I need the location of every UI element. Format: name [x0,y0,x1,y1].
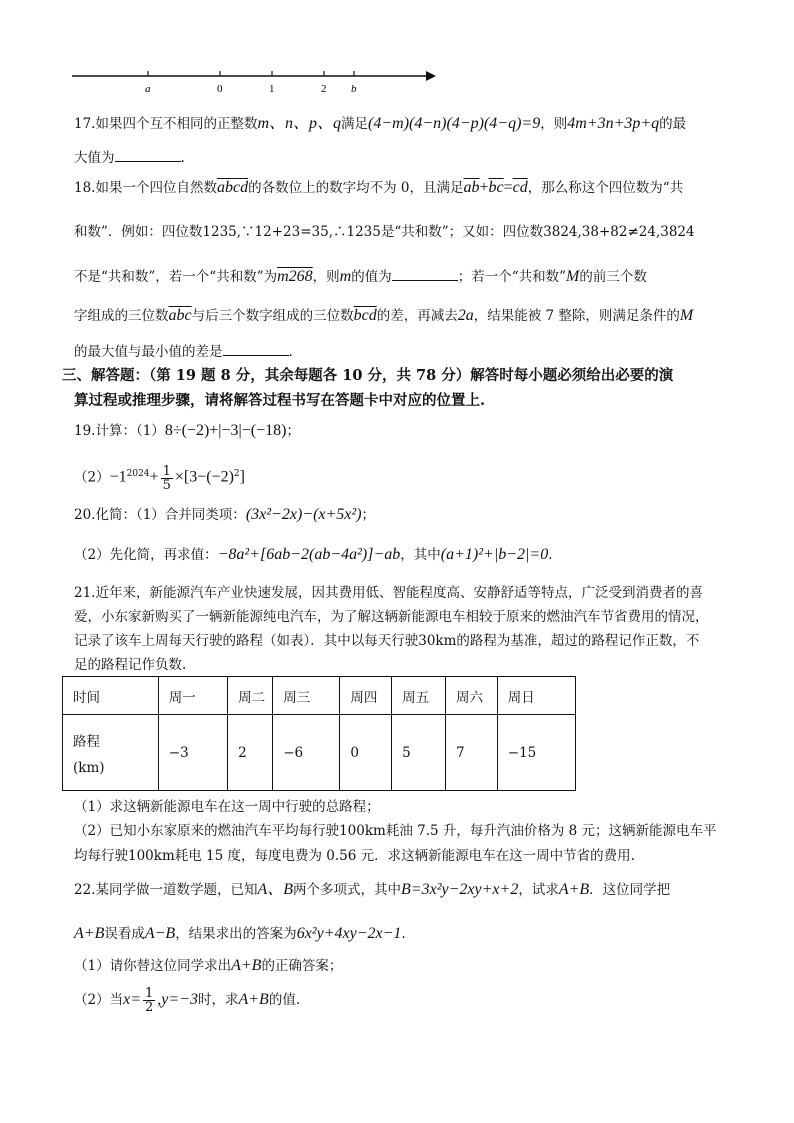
table-cell: 时间 [63,677,159,715]
q21-line3: 记录了该车上周每天行驶的路程（如表）．其中以每天行驶30km的路程为基准，超过的路程记作正数，不 [74,633,700,649]
table-cell: 路程 (km) [63,715,159,791]
table-cell: 周日 [497,677,575,715]
answer-blank [223,341,289,356]
answer-blank [392,266,458,281]
answer-blank [115,147,181,162]
fraction: $\frac{1}{2}$ [145,986,154,1015]
q22-sub1: （1）请你替这位同学求出A+B的正确答案； [74,957,343,974]
q17-line2: 大值为 . [74,147,185,168]
q21-sub1: （1）求这辆新能源电车在这一周中行驶的总路程； [74,799,380,815]
q19-line2: $(2)-1^{2024}+$ $\frac{1}{5}$ $\times[3-(-2)^2]$ [74,463,245,493]
table-header-row [63,677,576,715]
q18-line5: 的最大值与最小值的差是 . [74,341,293,362]
section-heading-1: 三、解答题：（第 19 题 8 分，其余每题各 10 分，共 78 分）解答时每小题必须给出必要的演 [62,367,674,384]
arrow-right-icon [426,71,436,81]
q20-line2: （2）先化简，再求值：−8a²+[6ab−2(ab−4a²)]−ab，其中(a+1)²+|b−2|=0. [74,546,553,563]
q18-line2: 和数”．例如：四位数1235,∵12+23=35,∴1235是“共和数”；又如：四位数3824,38+82≠24,3824 [74,224,695,240]
table-row [63,715,576,791]
q21-line2: 爱，小东家新购买了一辆新能源纯电汽车，为了解这辆新能源电车相较于原来的燃油汽车节省费用的情况， [74,609,709,625]
table-cell: 周三 [273,677,340,715]
distance-table [62,676,576,791]
q21-line1: 21.近年来，新能源汽车产业快速发展，因其费用低、智能程度高、安静舒适等特点，广泛受到消费者的喜 [74,585,703,601]
q22-sub2: （2）当x= $\frac{1}{2}$ ,y=−3时，求A+B的值. [74,986,301,1015]
table-cell: 周六 [446,677,498,715]
q17-line1: 17.如果四个互不相同的正整数m、n、p、q满足(4−m)(4−n)(4−p)(4−q)=9，则4m+3n+3p+q的最 [74,115,687,132]
label-0: 0 [217,83,223,95]
q22-line2: A+B误看成A−B，结果求出的答案为6x²y+4xy−2x−1. [74,925,406,942]
table-cell: 0 [340,715,392,791]
table-cell: 2 [228,715,273,791]
table-cell: 7 [446,715,498,791]
label-1: 1 [269,83,275,95]
number-line [70,64,440,98]
q21-line4: 足的路程记作负数. [74,657,187,673]
q19-line1: 19.计算：（1）8÷(−2)+|−3|−(−18)； [74,422,300,439]
q18-line1: 18.如果一个四位自然数abcd的各数位上的数字均不为 0，且满足$\overline{ab}+\overline{bc}=\overline{cd}$，那么称这个四位数为“共 [74,179,684,196]
section-heading-2: 算过程或推理步骤，请将解答过程书写在答题卡中对应的位置上. [74,392,486,409]
table-cell: 5 [392,715,446,791]
label-a: a [145,83,151,95]
q18-line3: 不是“共和数”，若一个“共和数”为m268，则m的值为 ；若一个“共和数”M的前三个数 [74,268,647,285]
table-cell: −6 [273,715,340,791]
q21-sub2b: 均每行驶100km耗电 15 度，每度电费为 0.56 元．求这辆新能源电车在这一周中节省的费用. [74,848,635,864]
q18-line4: 字组成的三位数$\overline{abc}$与后三个数字组成的三位数$\overline{bcd}$的差，再减去2a，结果能被 7 整除，则满足条件的M [74,307,694,324]
q21-sub2a: （2）已知小东家原来的燃油汽车平均每行驶100km耗油 7.5 升，每升汽油价格为 8 元；这辆新能源电车平 [74,823,717,839]
fraction: $\frac{1}{5}$ [162,463,171,493]
label-2: 2 [321,83,327,95]
label-b: b [351,83,357,95]
q20-line1: 20.化简：（1）合并同类项：(3x²−2x)−(x+5x²)； [74,506,376,523]
table-cell: 周一 [158,677,227,715]
table-cell: −15 [497,715,575,791]
table-cell: 周二 [228,677,273,715]
table-cell: 周四 [340,677,392,715]
q22-line1: 22.某同学做一道数学题，已知A、B两个多项式，其中B=3x²y−2xy+x+2，试求A+B．这位同学把 [74,881,671,898]
table-cell: −3 [158,715,227,791]
table-cell: 周五 [392,677,446,715]
